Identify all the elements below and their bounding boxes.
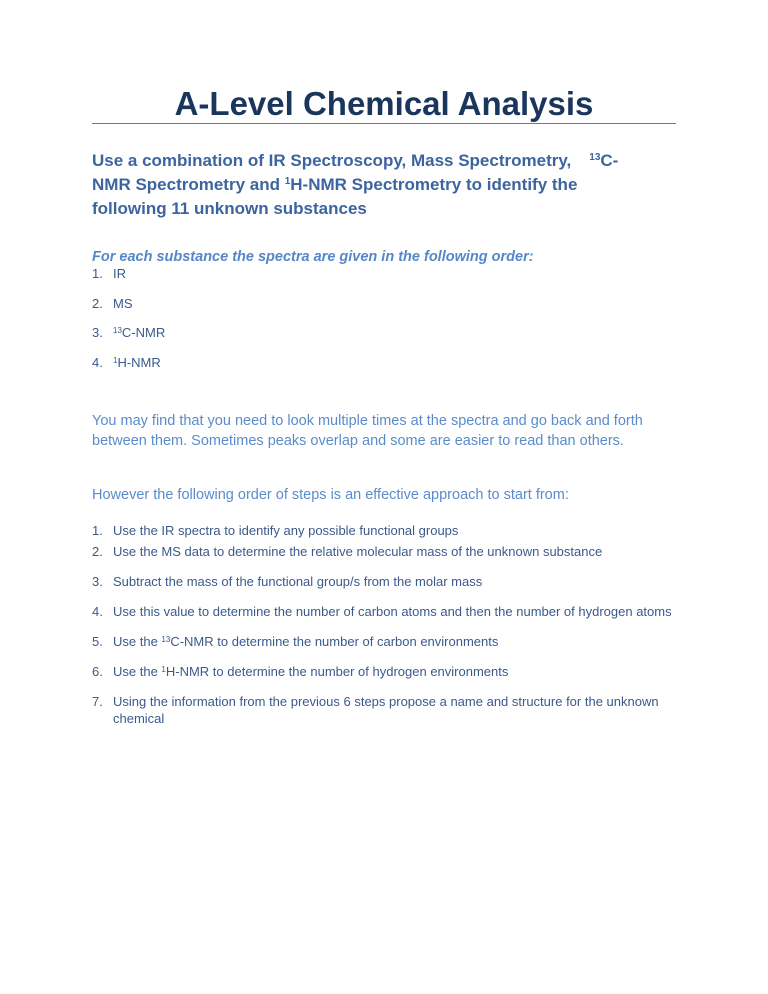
list-item — [92, 633, 682, 650]
lead-superscript-13: 13 — [589, 152, 601, 163]
list-number: 7. — [92, 694, 103, 709]
guidance-paragraph: You may find that you need to look multiple times at the spectra and go back and forth between them. Sometimes peaks overlap and some are easier to read than others. — [92, 413, 643, 449]
list-item — [92, 573, 682, 590]
list-item — [92, 265, 165, 295]
list-number: 2. — [92, 295, 103, 311]
analysis-steps-list — [92, 522, 682, 731]
step-text-post: H-NMR to determine the number of hydrogen environments — [165, 664, 509, 679]
list-item-label: MS — [113, 295, 133, 311]
lead-text-part5: following 11 unknown substances — [92, 199, 367, 218]
list-item — [92, 693, 682, 727]
step-text: Using the information from the previous 6 steps propose a name and structure for the unknown chemical — [113, 694, 659, 726]
list-item-label: H-NMR — [117, 354, 161, 370]
lead-text-part1: Use a combination of IR Spectroscopy, Mass Spectrometry, — [92, 151, 572, 170]
step-text: Use the — [113, 664, 162, 679]
list-number: 5. — [92, 634, 103, 649]
step-superscript: 1 — [161, 665, 166, 674]
page-title: A-Level Chemical Analysis — [174, 85, 594, 122]
step-text: Use the IR spectra to identify any possible functional groups — [113, 523, 459, 538]
list-item — [92, 603, 682, 620]
steps-intro-paragraph: However the following order of steps is an effective approach to start from: — [92, 487, 569, 503]
lead-text-part3: NMR Spectrometry and — [92, 175, 285, 194]
list-item — [92, 324, 165, 354]
list-item — [92, 295, 165, 325]
step-text: Use the MS data to determine the relative molecular mass of the unknown substance — [113, 544, 603, 559]
step-superscript: 13 — [161, 635, 171, 644]
list-item — [92, 522, 682, 539]
list-item-superscript: 13 — [113, 326, 122, 335]
lead-text-part2: C- — [600, 151, 619, 170]
list-number: 4. — [92, 604, 103, 619]
step-text: Use this value to determine the number of carbon atoms and then the number of hydrogen atoms — [113, 604, 672, 619]
list-number: 2. — [92, 544, 103, 559]
spectra-order-heading: For each substance the spectra are given in the following order: — [92, 249, 534, 265]
list-number: 6. — [92, 664, 103, 679]
step-text-post: C-NMR to determine the number of carbon environments — [170, 634, 499, 649]
step-text: Subtract the mass of the functional group/s from the molar mass — [113, 574, 483, 589]
lead-superscript-1: 1 — [284, 176, 291, 187]
list-number: 4. — [92, 354, 103, 370]
list-item — [92, 663, 682, 680]
lead-instruction — [92, 149, 676, 221]
list-item — [92, 543, 682, 560]
list-item-label: IR — [113, 266, 126, 281]
list-number: 3. — [92, 325, 103, 340]
spectra-order-list — [92, 265, 165, 383]
list-item-label: C-NMR — [121, 325, 166, 340]
list-number: 1. — [92, 266, 103, 281]
lead-text-part4: H-NMR Spectrometry to identify the — [290, 175, 578, 194]
list-item-superscript: 1 — [113, 355, 118, 365]
list-number: 1. — [92, 523, 103, 538]
step-text: Use the — [113, 634, 162, 649]
list-number: 3. — [92, 574, 103, 589]
title-underline-divider — [92, 123, 676, 124]
list-item — [92, 354, 165, 384]
